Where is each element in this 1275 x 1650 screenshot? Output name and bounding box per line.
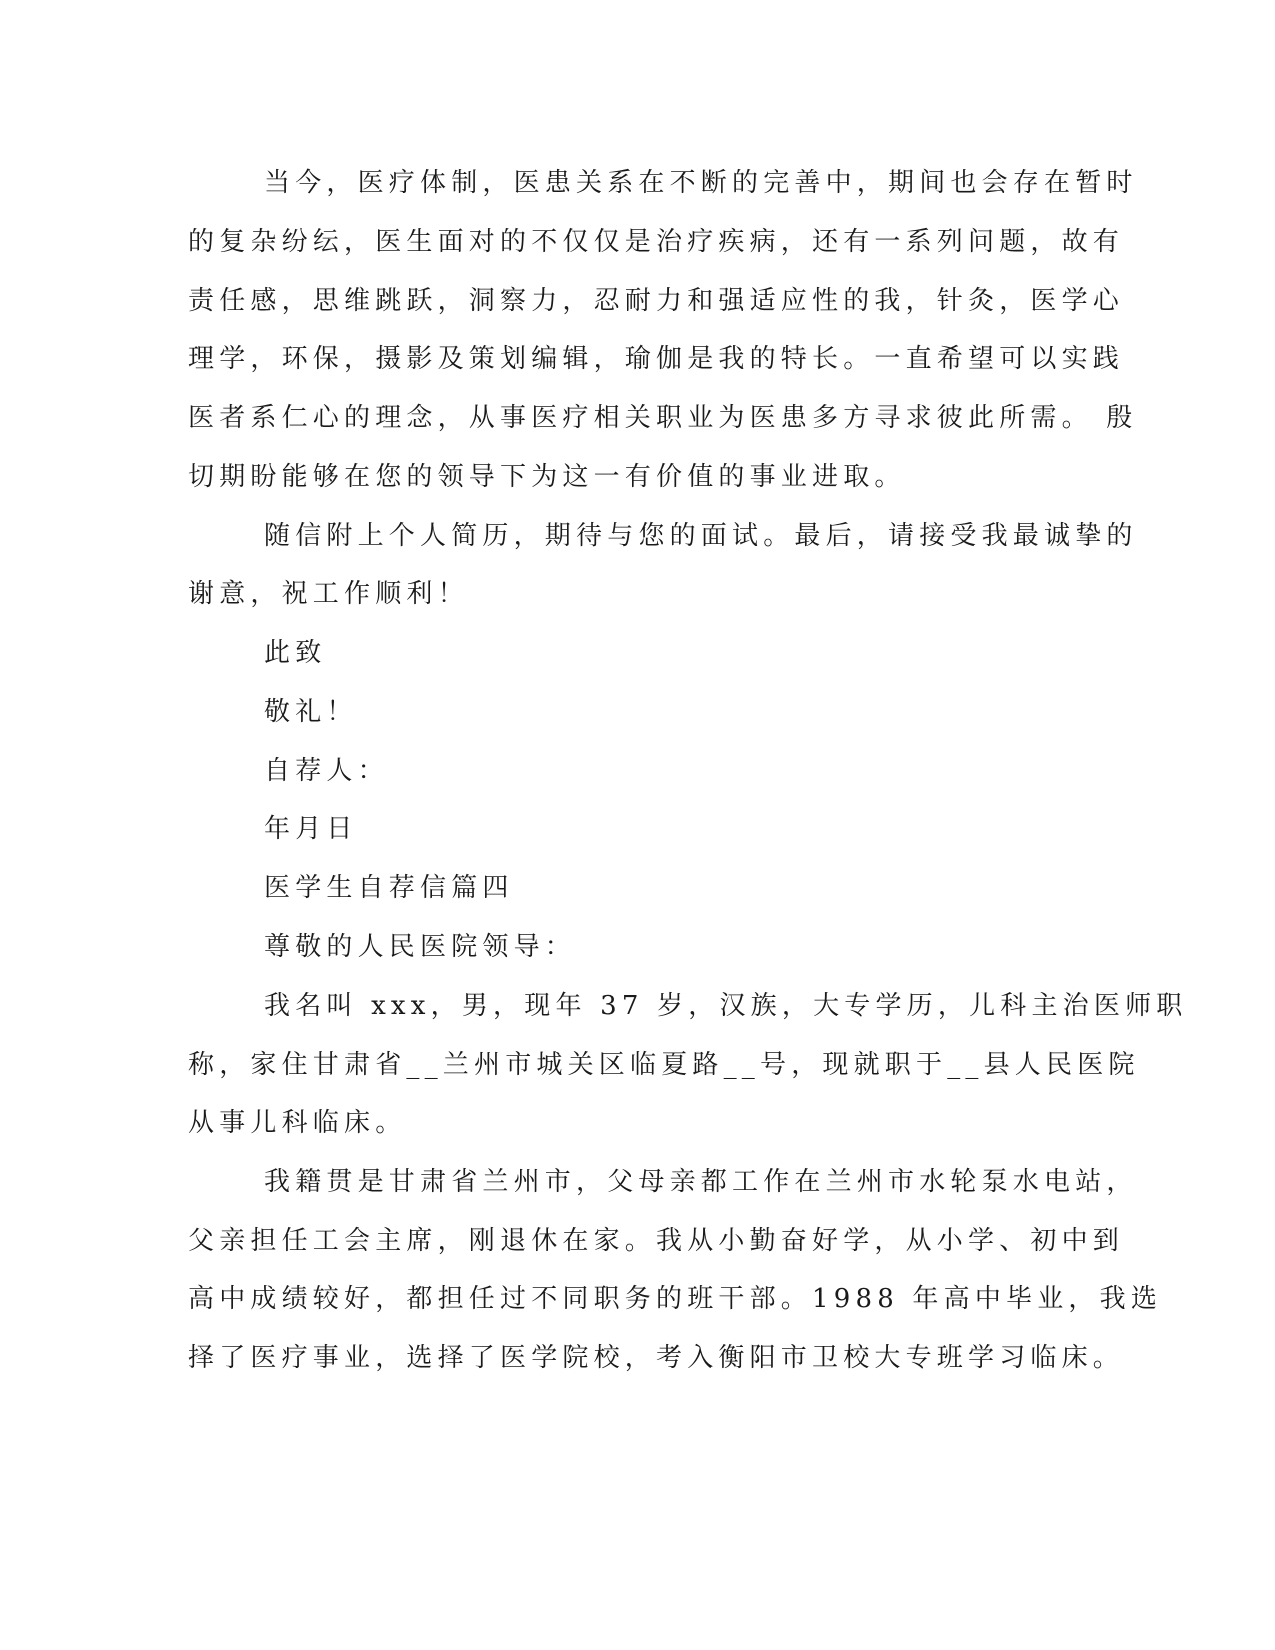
paragraph-line: 从事儿科临床。	[188, 1108, 407, 1138]
paragraph-line: 父亲担任工会主席，刚退休在家。我从小勤奋好学，从小学、初中到	[188, 1226, 1125, 1256]
paragraph-line: 称，家住甘肃省__兰州市城关区临夏路__号，现就职于__县人民医院	[188, 1050, 1140, 1080]
paragraph-line: 医者系仁心的理念，从事医疗相关职业为医患多方寻求彼此所需。 殷	[188, 403, 1138, 433]
paragraph-line: 我名叫 xxx，男，现年 37 岁，汉族，大专学历，儿科主治医师职	[264, 991, 1188, 1021]
paragraph-line: 责任感，思维跳跃，洞察力，忍耐力和强适应性的我，针灸，医学心	[188, 286, 1125, 316]
closing-line: 敬礼！	[264, 697, 358, 727]
salutation-line: 尊敬的人民医院领导：	[264, 932, 577, 962]
paragraph-line: 择了医疗事业，选择了医学院校，考入衡阳市卫校大专班学习临床。	[188, 1343, 1125, 1373]
paragraph-line: 当今，医疗体制，医患关系在不断的完善中，期间也会存在暂时	[264, 168, 1138, 198]
paragraph-line: 我籍贯是甘肃省兰州市，父母亲都工作在兰州市水轮泵水电站，	[264, 1167, 1138, 1197]
paragraph-line: 谢意，祝工作顺利！	[188, 579, 469, 609]
closing-line: 此致	[264, 638, 327, 668]
paragraph-line: 高中成绩较好，都担任过不同职务的班干部。1988 年高中毕业，我选	[188, 1284, 1163, 1314]
paragraph-line: 的复杂纷纭，医生面对的不仅仅是治疗疾病，还有一系列问题，故有	[188, 227, 1125, 257]
paragraph-line: 理学，环保，摄影及策划编辑，瑜伽是我的特长。一直希望可以实践	[188, 344, 1125, 374]
date-line: 年月日	[264, 814, 358, 844]
paragraph-line: 切期盼能够在您的领导下为这一有价值的事业进取。	[188, 462, 906, 492]
signature-line: 自荐人：	[264, 756, 389, 786]
section-heading: 医学生自荐信篇四	[264, 873, 514, 903]
paragraph-line: 随信附上个人简历，期待与您的面试。最后，请接受我最诚挚的	[264, 521, 1138, 551]
